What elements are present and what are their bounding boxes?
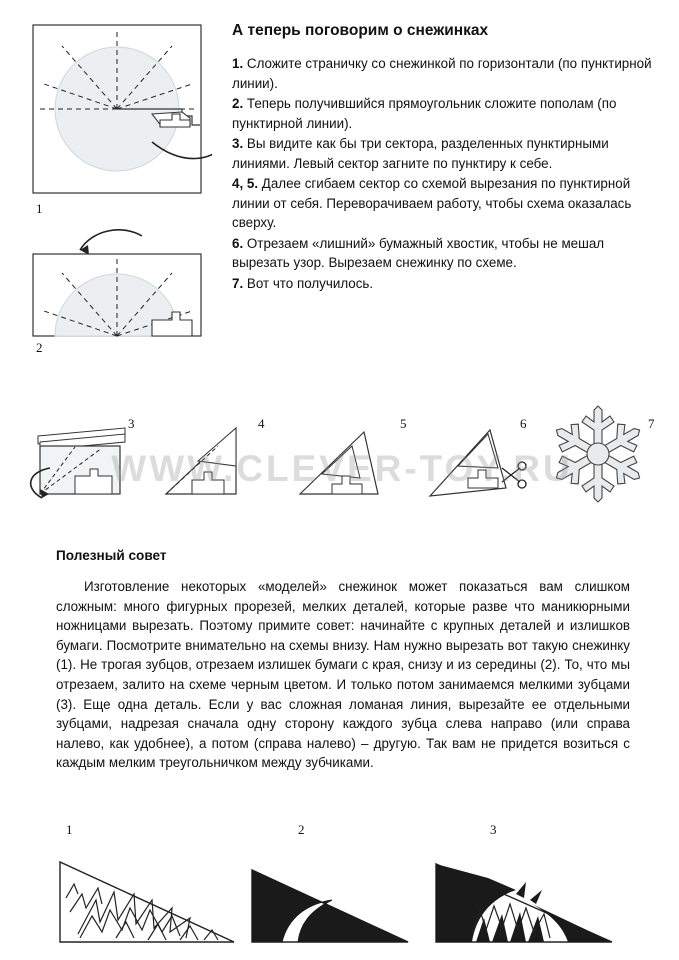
figure-1-svg	[32, 24, 212, 199]
figure-2-caption: 2	[36, 340, 43, 355]
step-text: Вы видите как бы три сектора, разделенных пунктирными линиями. Левый сектор загните по пунктиру к себе.	[232, 136, 609, 171]
advice-section	[56, 548, 630, 773]
bottom-caption-3: 3	[490, 822, 497, 837]
top-diagram-section	[0, 0, 679, 380]
scissors-icon	[502, 462, 526, 488]
advice-title: Полезный совет	[56, 548, 167, 563]
figure-1	[32, 24, 212, 217]
step-number: 1.	[232, 56, 244, 71]
step-item	[232, 54, 660, 93]
step-number: 2.	[232, 96, 244, 111]
step-number: 4, 5.	[232, 176, 259, 191]
bottom-caption-2: 2	[298, 822, 305, 837]
bottom-diagram-section	[0, 822, 679, 952]
strip-caption-7: 7	[648, 416, 655, 431]
strip-figure-4	[158, 406, 268, 506]
step-item	[232, 94, 660, 133]
step-text: Теперь получившийся прямоугольник сложите пополам (по пунктирной линии).	[232, 96, 617, 131]
instructions-block	[232, 22, 660, 294]
step-number: 6.	[232, 235, 244, 251]
bottom-figure-3	[432, 838, 622, 948]
step-item	[232, 274, 660, 294]
step-item	[232, 234, 660, 273]
step-item	[232, 134, 660, 173]
advice-body: Изготовление некоторых «моделей» снежинок может показаться вам слишком сложным: много фигурных прорезей, мелких деталей, которые разве что маникюрными ножницами вырезать. Поэтому примите совет: начинайте с крупных деталей и излишков бумаги. Посмотрите внимательно на схемы внизу. Нам нужно вырезать вот такую снежинку (1). Не трогая зубцов, отрезаем излишек бумаги с края, снизу и из середины (2). То, что мы отрезаем, залито на схеме черным цветом. И только потом занимаемся мелкими зубцами (3). Еще одна деталь. Если у вас сложная ломаная линия, вырезайте ее отдельными зубцами, надрезая сначала одну сторону каждого зубца слева направо (или справа налево, как удобнее), а потом (справа налево) – другую. Так вам не придется возиться с каждым мелким треугольничком между зубчиками.	[56, 579, 630, 771]
strip-caption-3: 3	[128, 416, 135, 431]
step-text: Далее сгибаем сектор со схемой вырезания по пунктирной линии от себя. Переворачиваем работу, чтобы схема оказалась сверху.	[232, 176, 632, 230]
strip-figure-3	[20, 406, 140, 506]
page-title: А теперь поговорим о снежинках	[232, 22, 489, 39]
bottom-figure-1	[56, 838, 242, 948]
step-text: Вот что получилось.	[243, 275, 374, 291]
strip-caption-5: 5	[400, 416, 407, 431]
step-number: 7.	[232, 275, 244, 291]
watermark: WWW.CLEVER-TOY.RU	[111, 448, 573, 489]
strip-caption-6: 6	[520, 416, 527, 431]
step-text: Отрезаем «лишний» бумажный хвостик, чтобы не мешал вырезать узор. Вырезаем снежинку по схеме.	[232, 235, 605, 270]
strip-figure-7-snowflake	[548, 404, 648, 504]
step-text: Сложите страничку со снежинкой по горизонтали (по пунктирной линии).	[232, 56, 652, 91]
figure-1-caption: 1	[36, 201, 43, 216]
bottom-caption-1: 1	[66, 822, 73, 837]
folding-steps-strip	[0, 398, 679, 508]
strip-figure-5	[292, 406, 402, 506]
step-item	[232, 174, 660, 233]
strip-caption-4: 4	[258, 416, 265, 431]
figure-2-svg	[32, 228, 212, 338]
figure-2	[32, 228, 212, 356]
step-number: 3.	[232, 136, 244, 151]
bottom-figure-2	[248, 838, 418, 948]
